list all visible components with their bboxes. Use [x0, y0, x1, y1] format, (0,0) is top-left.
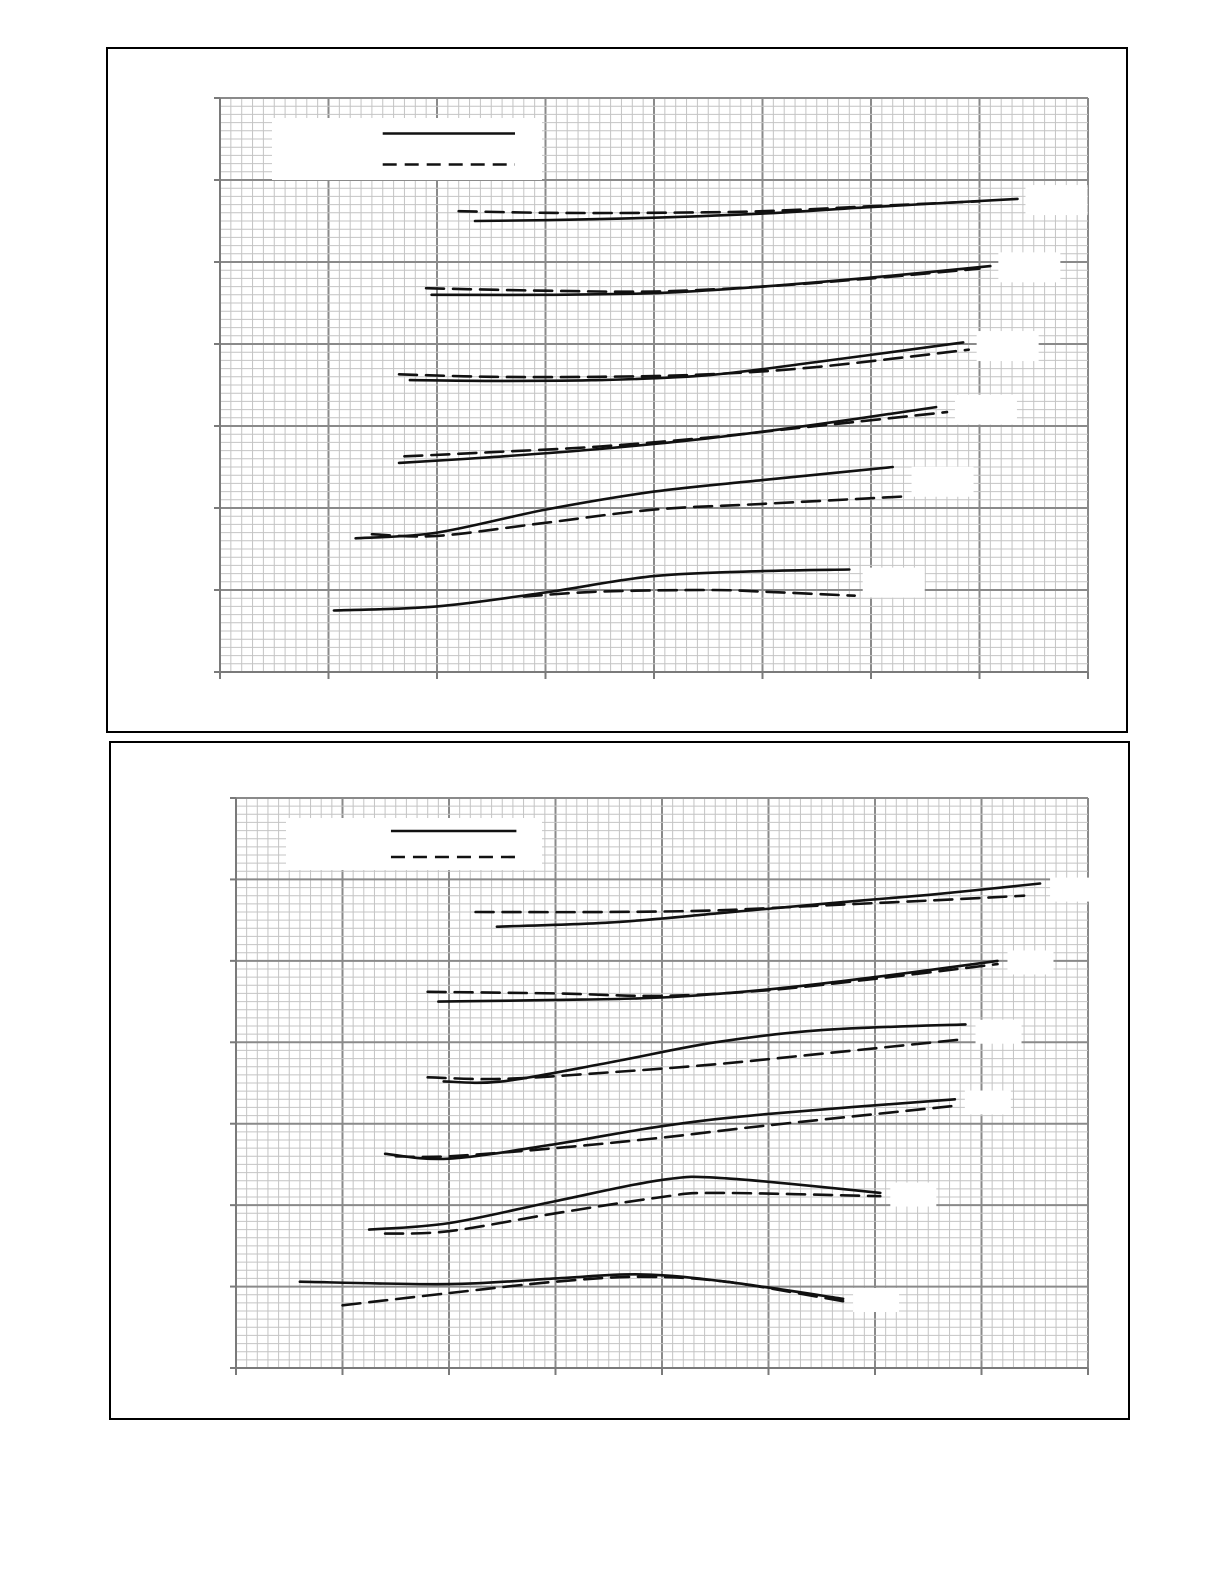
chart-1: [214, 98, 1088, 679]
legend-box: [272, 118, 542, 180]
curve-label-box: [863, 568, 925, 598]
curve-label-box: [1025, 185, 1087, 215]
gridlines: [220, 98, 1088, 672]
curve-label-box: [1007, 950, 1053, 974]
chart-2: [230, 798, 1096, 1375]
curve-label-box: [977, 331, 1039, 361]
curve-label-box: [955, 395, 1017, 425]
legend: [272, 118, 542, 180]
curve-label-box: [853, 1288, 899, 1312]
curve-label-box: [912, 467, 974, 497]
curve-label-box: [976, 1020, 1022, 1044]
curve-label-box: [890, 1183, 936, 1207]
curve-label-box: [965, 1091, 1011, 1115]
curve-label-box: [998, 252, 1060, 282]
legend-box: [286, 818, 542, 870]
curve-label-box: [1050, 878, 1096, 902]
legend: [286, 818, 542, 870]
